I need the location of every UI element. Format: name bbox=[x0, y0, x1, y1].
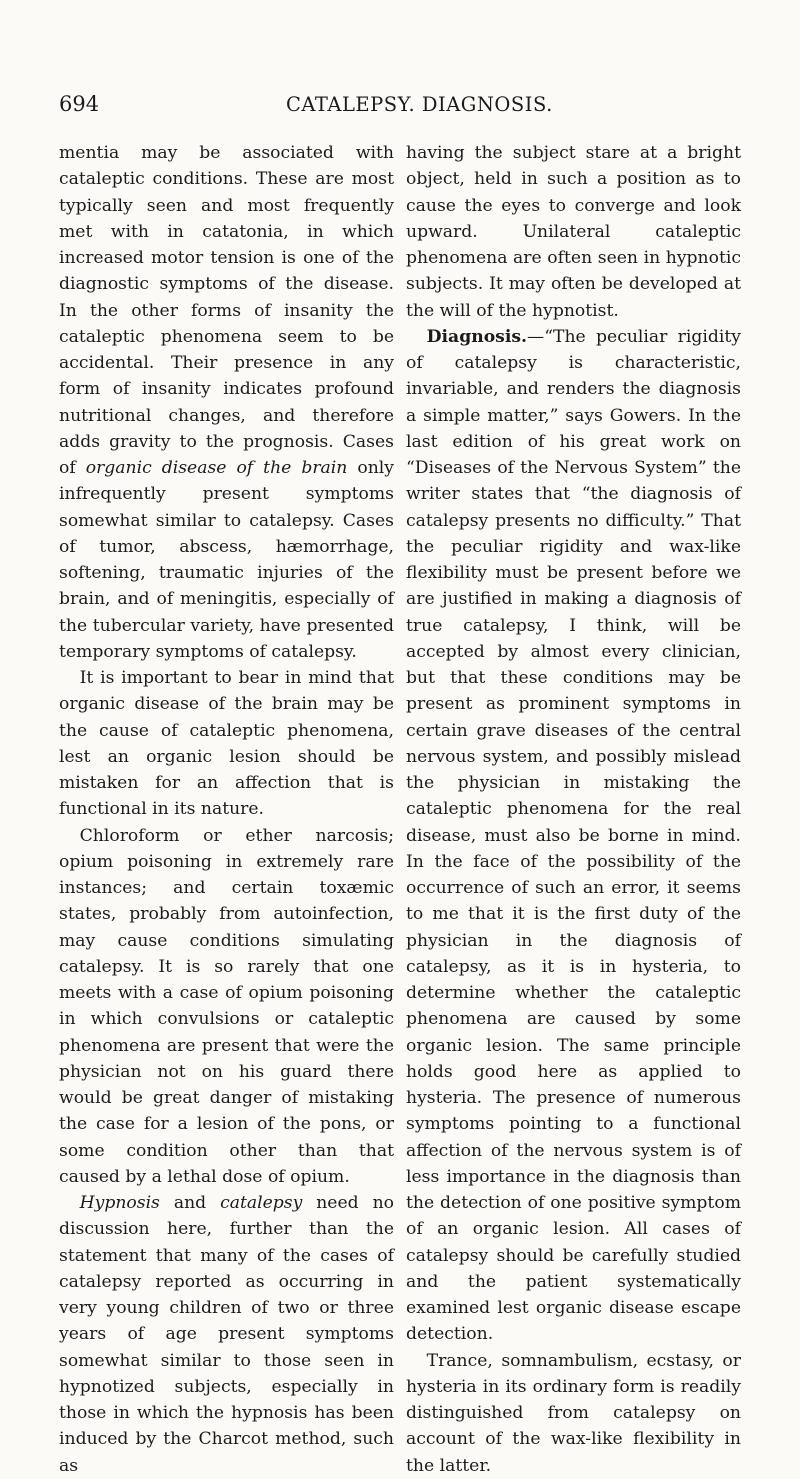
left-column bbox=[59, 140, 394, 1479]
left-p1-end: only infrequently present symptoms somewhat similar to catalepsy. Cases of tumor, abscess, hæmorrhage, softening, traumatic injuries of the brain, and of meningitis, especially of the tubercular variety, have presented temporary symptoms of catalepsy. bbox=[59, 458, 394, 662]
right-paragraph-1: having the subject stare at a bright object, held in such a position as to cause the eyes to converge and look upward. Unilateral cataleptic phenomena are often seen in hypnotic subjects. It may often be developed at the will of the hypnotist. bbox=[406, 143, 741, 321]
right-paragraph-3: Trance, somnambulism, ecstasy, or hysteria in its ordinary form is readily distinguished from catalepsy on account of the wax-like flexibility in the latter. bbox=[406, 1350, 741, 1476]
left-paragraph-2: It is important to bear in mind that organic disease of the brain may be the cause of cataleptic phenomena, lest an organic lesion should be mistaken for an affection that is functional in its nature. bbox=[59, 668, 394, 820]
left-paragraph-4 bbox=[59, 1190, 394, 1479]
right-paragraph-2 bbox=[406, 324, 741, 1348]
left-paragraph-1 bbox=[59, 140, 394, 665]
left-p4-text: need no discussion here, further than the statement that many of the cases of catalepsy reported as occurring in very young children of two or three years of age present symptoms somewhat similar to those seen in hypnotized subjects, especially in those in which the hypnosis has been induced by the Charcot method, such as bbox=[59, 1193, 395, 1476]
right-column bbox=[406, 140, 741, 1479]
running-head: CATALEPSY. DIAGNOSIS. bbox=[286, 93, 553, 116]
diagnosis-heading: Diagnosis. bbox=[426, 326, 528, 347]
left-p4-italic-catalepsy: catalepsy bbox=[220, 1193, 303, 1213]
left-p4-italic-hypnosis: Hypnosis bbox=[79, 1193, 160, 1213]
right-p2-text: —“The peculiar rigidity of catalepsy is characteristic, invariable, and renders the diagnosis a simple matter,” says Gowers. In the last edition of his great work on “Diseases of the Nervous System” the writer states that “the diagnosis of catalepsy presents no difficulty.” That the peculiar rigidity and wax-like flexibility must be present before we are justified in making a diagnosis of true catalepsy, I think, will be accepted by almost every clinician, but that these conditions may be present as prominent symptoms in certain grave diseases of the central nervous system, and possibly mislead the physician in mistaking the cataleptic phenomena for the real disease, must also be borne in mind. In the face of the possibility of the occurrence of such an error, it seems to me that it is the first duty of the physician in the diagnosis of catalepsy, as it is in hysteria, to determine whether the cataleptic phenomena are caused by some organic lesion. The same principle holds good here as applied to hysteria. The presence of numerous symptoms pointing to a functional affection of the nervous system is of less importance in the diagnosis than the detection of one positive symptom of an organic lesion. All cases of catalepsy should be carefully studied and the patient systematically examined lest organic disease escape detection. bbox=[406, 326, 741, 1345]
left-p1-italic: organic disease of the brain bbox=[85, 458, 348, 478]
page-number: 694 bbox=[59, 92, 100, 116]
left-p4-and: and bbox=[159, 1193, 221, 1213]
left-paragraph-3: Chloroform or ether narcosis; opium poisoning in extremely rare instances; and certain toxæmic states, probably from autoinfection, may cause conditions simulating catalepsy. It is so rarely that one meets with a case of opium poisoning in which convulsions or cataleptic phenomena are present that were the physician not on his guard there would be great danger of mistaking the case for a lesion of the pons, or some condition other than that caused by a lethal dose of opium. bbox=[59, 825, 394, 1187]
left-p1-text: mentia may be associated with cataleptic conditions. These are most typically seen and most frequently met with in catatonia, in which increased motor tension is one of the diagnostic symptoms of the disease. In the other forms of insanity the cataleptic phenomena seem to be accidental. Their presence in any form of insanity indicates profound nutritional changes, and therefore adds gravity to the prognosis. Cases of bbox=[59, 143, 394, 478]
